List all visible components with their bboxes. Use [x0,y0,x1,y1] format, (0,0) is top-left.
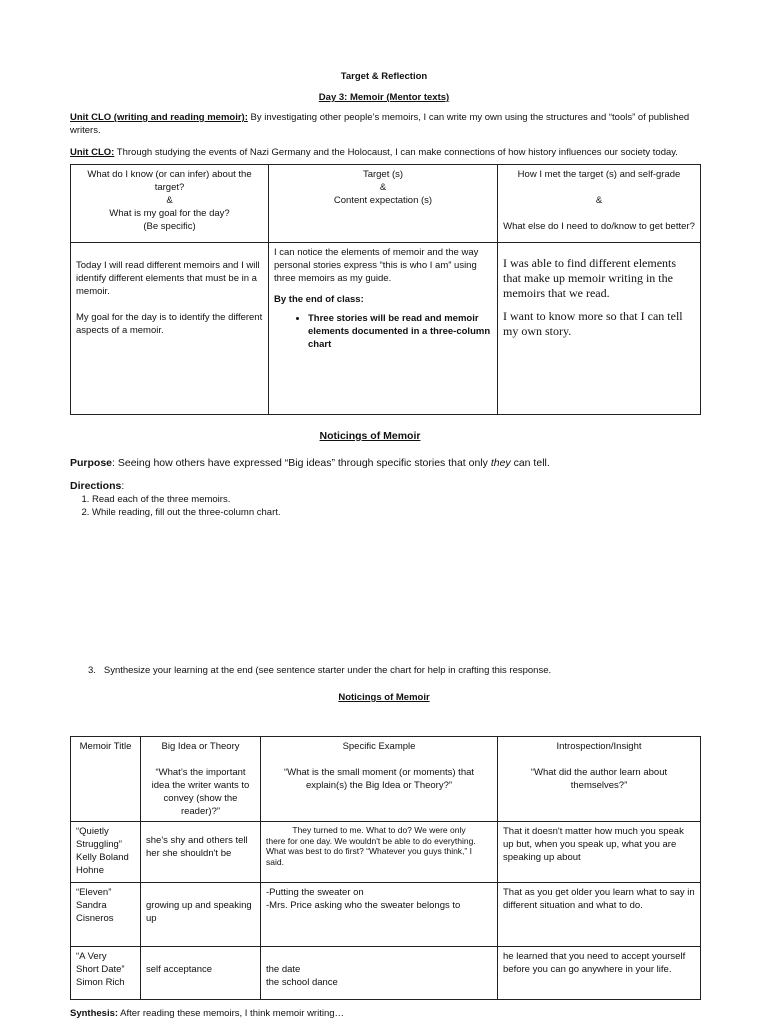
example-line: the date [266,964,301,975]
clo-label: Unit CLO (writing and reading memoir): [70,112,248,123]
target-header-reflection [498,165,701,243]
directions-list [70,493,712,519]
column-header: Specific Example [342,741,416,752]
memoir-idea-cell [141,822,261,883]
memoir-insight-cell [498,947,701,1000]
header-line: Target (s) [362,169,404,180]
table-row [71,822,701,883]
memoir-idea-cell [141,947,261,1000]
header-line: & [379,182,387,193]
document-title: Target & Reflection [340,71,428,82]
synthesis-text: After reading these memoirs, I think memoir writing… [118,1008,345,1019]
title-line: Simon Rich [76,977,125,988]
memoir-insight-cell [498,822,701,883]
step-text: Synthesize your learning at the end (see sentence starter under the chart for help in crafting this response. [103,665,552,676]
table-row [71,947,701,1000]
by-end-label: By the end of class: [274,294,364,305]
title-line: Short Date” [76,964,125,975]
memoir-example-cell [261,822,498,883]
header-line: (Be specific) [143,221,196,232]
memoir-example-cell [261,883,498,947]
target-expectation-cell [269,243,498,415]
clo-text: Through studying the events of Nazi Germany and the Holocaust, I can make connections of how history influences our society today. [114,147,678,158]
step-number: 3. [88,665,96,676]
column-prompt: “What is the small moment (or moments) that explain(s) the Big Idea or Theory?” [283,767,475,791]
memoir-example-cell [261,947,498,1000]
memoir-header-insight [498,737,701,822]
example-line: -Putting the sweater on [266,887,364,898]
idea-text: she's shy and others tell her she shouldn't be [146,835,248,859]
target-header-target [269,165,498,243]
idea-text: self acceptance [146,964,213,975]
purpose-they: they [490,457,511,469]
title-line: Kelly Boland [76,852,129,863]
directions-colon: : [121,480,125,492]
idea-text: growing up and speaking up [146,900,252,924]
target-table [70,164,701,415]
synthesis-label: Synthesis: [70,1008,119,1019]
header-line: & [595,195,603,206]
goal-text: Today I will read different memoirs and I will identify different elements that must be in a memoir. [76,260,260,297]
target-reflection-cell [498,243,701,415]
memoir-header-idea [141,737,261,822]
purpose-label: Purpose [70,457,113,469]
purpose-text-end: can tell. [510,457,550,469]
title-line: Sandra [76,900,107,911]
unit-clo-history [70,146,710,159]
clo-label: Unit CLO: [70,147,115,158]
purpose-text: : Seeing how others have expressed “Big ideas” through specific stories that only [112,457,491,469]
reflection-text: I was able to find different elements that make up memoir writing in the memoirs that we read. [503,256,677,300]
target-intro: I can notice the elements of memoir and the way personal stories express “this is who I am” using three memoirs as my guide. [274,247,479,284]
header-line: Content expectation (s) [333,195,433,206]
target-header-know [71,165,269,243]
unit-clo-writing [70,111,700,137]
memoir-header-title [71,737,141,822]
column-header: Introspection/Insight [556,741,642,752]
noticings-title: Noticings of Memoir [319,430,421,442]
title-line: Hohne [76,865,104,876]
insight-text: he learned that you need to accept yourself before you can go anywhere in your life. [503,951,686,975]
memoir-title-cell [71,822,141,883]
header-line: What else do I need to do/know to get better? [503,221,695,232]
header-line: & [166,195,173,206]
column-header: Big Idea or Theory [161,741,240,752]
memoir-chart [70,736,701,1000]
clo-text: By investigating other people’s memoirs, I can write my own using the structures and “tools” of published writers. [70,112,690,136]
memoir-title-cell [71,947,141,1000]
example-line: They turned to me. What to do? We were only [292,825,466,835]
direction-item: 1. Read each of the three memoirs. [92,493,712,506]
insight-text: That it doesn't matter how much you speak up but, when you speak up, what you are speaking up about [503,826,684,863]
memoir-idea-cell [141,883,261,947]
day-title: Day 3: Memoir (Mentor texts) [318,92,450,103]
goal-text: My goal for the day is to identify the different aspects of a memoir. [76,312,263,336]
header-line: What is my goal for the day? [109,208,230,219]
title-line: Cisneros [76,913,114,924]
title-line: “A Very [76,951,107,962]
title-line: “Eleven” [76,887,112,898]
example-line: the school dance [266,977,338,988]
memoir-chart-title: Noticings of Memoir [338,692,430,703]
directions-label: Directions [70,480,122,492]
title-line: “Quietly [76,826,109,837]
expectation-item: • Three stories will be read and memoir elements documented in a three-column chart [308,312,492,351]
memoir-insight-cell [498,883,701,947]
expectation-list [274,312,492,351]
reflection-text: I want to know more so that I can tell my own story. [503,309,683,338]
example-line: What was best to do first? “Whatever you guys think,” I said. [266,846,472,867]
example-line: -Mrs. Price asking who the sweater belongs to [266,900,461,911]
memoir-title-cell [71,883,141,947]
target-goal-cell [71,243,269,415]
insight-text: That as you get older you learn what to say in different situation and what to do. [503,887,695,911]
purpose-line [70,456,720,470]
direction-item: 2. While reading, fill out the three-column chart. [92,506,712,519]
column-prompt: “What’s the important idea the writer wants to convey (show the reader)?” [151,767,250,817]
header-line: What do I know (or can infer) about the target? [87,169,252,193]
directions-heading [70,480,124,492]
column-header: Memoir Title [79,741,132,752]
direction-step-3 [88,664,728,677]
column-prompt: “What did the author learn about themselves?” [530,767,668,791]
example-line: there for one day. We wouldn't be able to do everything. [266,835,476,846]
memoir-header-example [261,737,498,822]
synthesis-line [70,1007,710,1020]
title-line: Struggling” [76,839,122,850]
header-line: How I met the target (s) and self-grade [517,169,681,180]
table-row [71,883,701,947]
